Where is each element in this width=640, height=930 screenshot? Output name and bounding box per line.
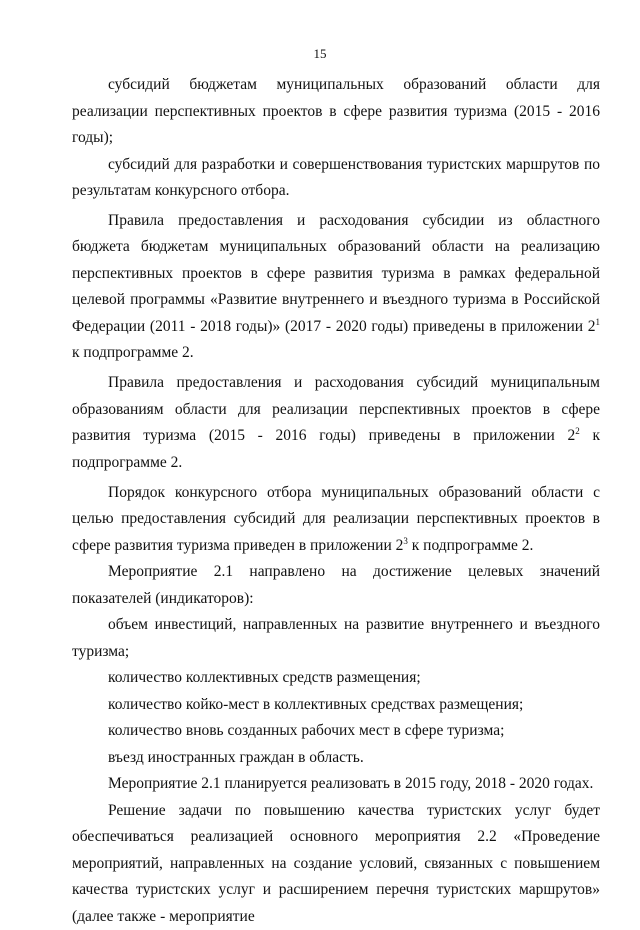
paragraph: субсидий бюджетам муниципальных образований области для реализации перспективных проектов в сфере развития туризма (2015 - 2016 годы); [72,76,600,146]
paragraph-text: Порядок конкурсного отбора муниципальных образований области с целью предоставления субсидий для реализации перспективных проектов в сфере развития туризма приведен в приложении 2 [72,483,600,554]
paragraph-text: к подпрограмме 2. [72,427,601,471]
superscript: 3 [403,535,408,546]
paragraph: количество коллективных средств размещения; [108,669,421,687]
document-body [72,72,600,930]
paragraph: въезд иностранных граждан в область. [108,748,364,766]
paragraph [72,208,600,367]
paragraph: Решение задачи по повышению качества туристских услуг будет обеспечиваться реализацией основного мероприятия 2.2 «Проведение мероприятий, направленных на создание условий, связанных с повышением качества туристских услуг и расширением перечня туристских маршрутов» (далее также - мероприятие [72,801,600,925]
paragraph: объем инвестиций, направленных на развитие внутреннего и въездного туризма; [72,616,600,660]
paragraph [72,480,600,560]
page-number: 15 [313,46,327,61]
superscript: 2 [575,426,580,437]
paragraph [72,370,600,476]
paragraph-text: к подпрограмме 2. [72,344,194,362]
superscript: 1 [595,316,600,327]
paragraph-text: Правила предоставления и расходования субсидий муниципальным образованиям области для реализации перспективных проектов в сфере развития туризма (2015 - 2016 годы) приведены в приложении 2 [72,374,600,445]
paragraph: Мероприятие 2.1 направлено на достижение целевых значений показателей (индикаторов): [72,563,600,607]
paragraph: Мероприятие 2.1 планируется реализовать в 2015 году, 2018 - 2020 годах. [108,775,594,793]
paragraph: количество вновь созданных рабочих мест в сфере туризма; [108,722,505,740]
paragraph: субсидий для разработки и совершенствования туристских маршрутов по результатам конкурсного отбора. [72,155,600,199]
paragraph: количество койко-мест в коллективных средствах размещения; [108,695,524,713]
paragraph-text: к подпрограмме 2. [407,536,534,554]
paragraph-text: Правила предоставления и расходования субсидии из областного бюджета бюджетам муниципальных образований области на реализацию перспективных проектов в сфере развития туризма в рамках федеральной целевой программы «Развитие внутреннего и въездного туризма в Российской Федерации (2011 - 2018 годы)» (2017 - 2020 годы) приведены в приложении 2 [72,211,600,335]
